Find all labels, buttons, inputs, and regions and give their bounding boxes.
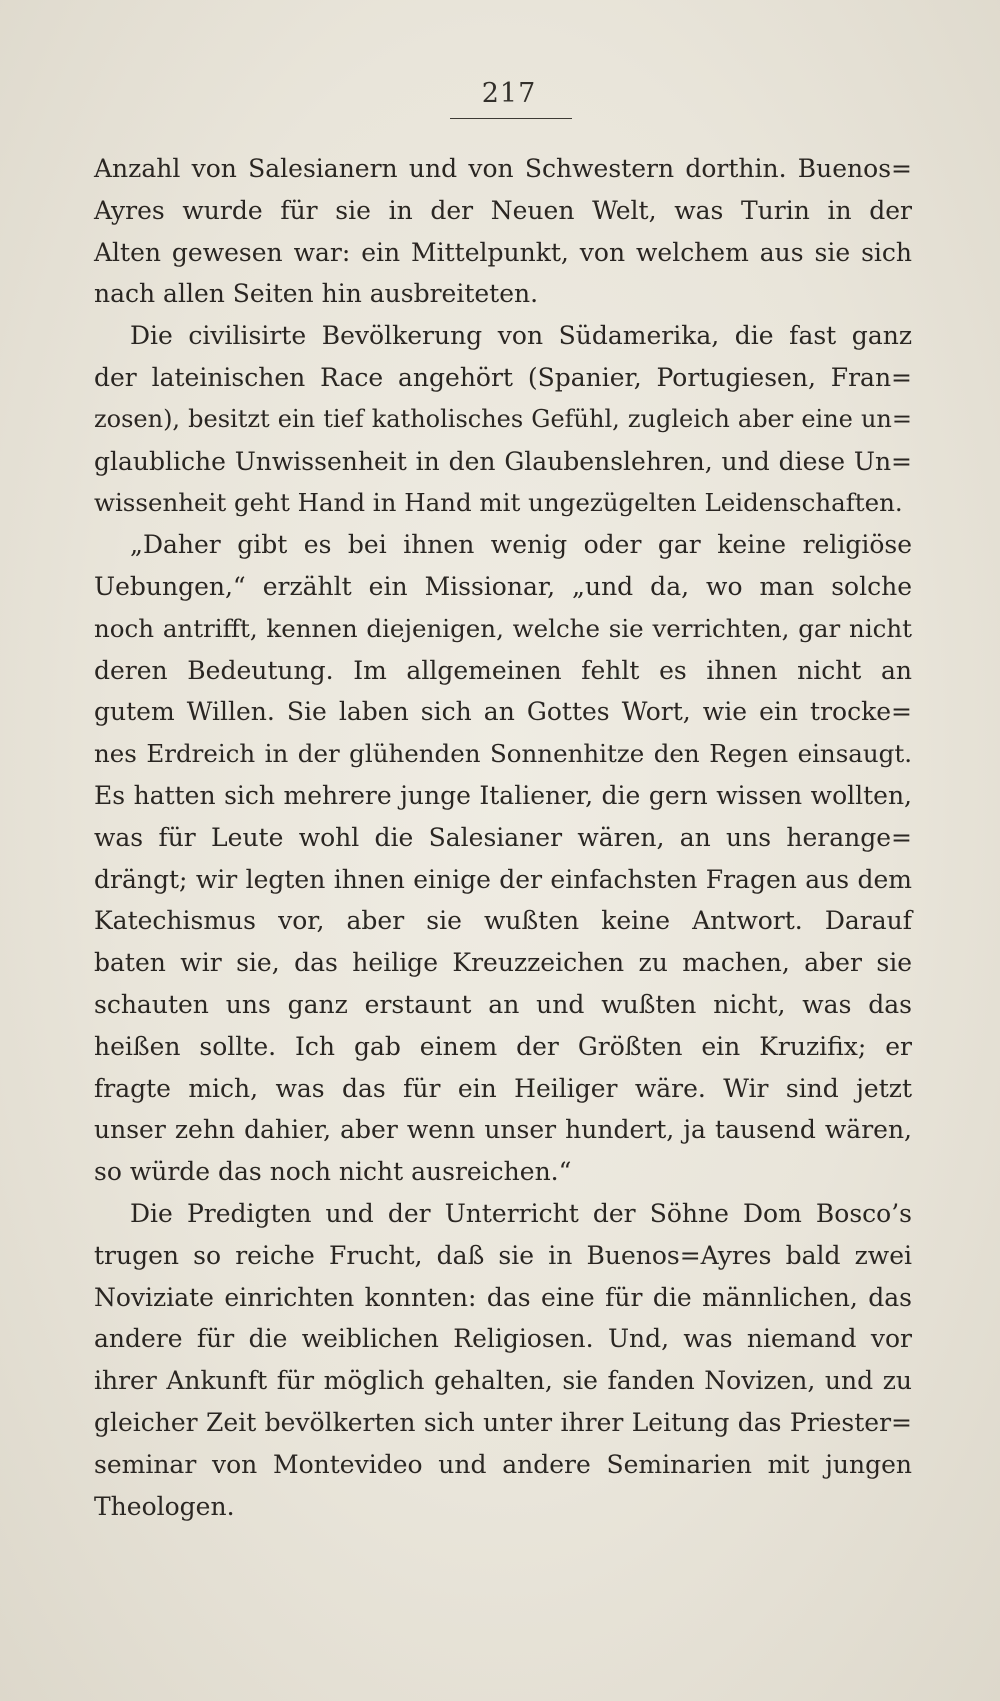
- text-line: nach allen Seiten hin ausbreiteten.: [94, 279, 539, 309]
- text-line: zosen), besitzt ein tief katholisches Gefühl, zugleich aber eine un=: [94, 404, 912, 433]
- text-line: nes Erdreich in der glühenden Sonnenhitze den Regen einsaugt.: [94, 739, 912, 769]
- text-line: andere für die weiblichen Religiosen. Und, was niemand vor: [94, 1324, 912, 1354]
- text-line: gleicher Zeit bevölkerten sich unter ihrer Leitung das Priester=: [94, 1407, 912, 1437]
- text-line: Die civilisirte Bevölkerung von Südamerika, die fast ganz: [130, 321, 912, 351]
- text-line: „Daher gibt es bei ihnen wenig oder gar keine religiöse: [130, 530, 912, 560]
- body-text: [94, 148, 912, 1527]
- text-line: trugen so reiche Frucht, daß sie in Buenos=Ayres bald zwei: [94, 1240, 912, 1270]
- page-number-rule: [450, 118, 572, 119]
- text-line: Anzahl von Salesianern und von Schwestern dorthin. Buenos=: [94, 154, 912, 183]
- text-line: Alten gewesen war: ein Mittelpunkt, von welchem aus sie sich: [94, 237, 912, 267]
- text-line: gutem Willen. Sie laben sich an Gottes Wort, wie ein trocke=: [94, 697, 912, 727]
- text-line: heißen sollte. Ich gab einem der Größten ein Kruzifix; er: [94, 1031, 912, 1061]
- text-line: Ayres wurde für sie in der Neuen Welt, was Turin in der: [94, 195, 912, 225]
- text-line: seminar von Montevideo und andere Seminarien mit jungen: [94, 1449, 912, 1479]
- text-line: baten wir sie, das heilige Kreuzzeichen zu machen, aber sie: [94, 948, 912, 978]
- paragraph-2: [94, 315, 912, 1193]
- text-line: was für Leute wohl die Salesianer wären, an uns herange=: [94, 822, 912, 852]
- text-line: der lateinischen Race angehört (Spanier, Portugiesen, Fran=: [94, 362, 912, 392]
- text-line: glaubliche Unwissenheit in den Glaubenslehren, und diese Un=: [94, 446, 912, 476]
- text-line: Noviziate einrichten konnten: das eine für die männlichen, das: [94, 1282, 912, 1312]
- text-line: drängt; wir legten ihnen einige der einfachsten Fragen aus dem: [94, 864, 912, 894]
- text-line: deren Bedeutung. Im allgemeinen fehlt es ihnen nicht an: [94, 655, 912, 685]
- text-line: unser zehn dahier, aber wenn unser hundert, ja tausend wären,: [94, 1115, 912, 1145]
- text-line: so würde das noch nicht ausreichen.“: [94, 1157, 572, 1187]
- paragraph-1: [94, 148, 912, 315]
- paragraph-3: [94, 1193, 912, 1527]
- text-line: noch antrifft, kennen diejenigen, welche sie verrichten, gar nicht: [94, 613, 912, 643]
- text-line: Theologen.: [94, 1491, 235, 1521]
- page-number: 217: [481, 78, 537, 109]
- text-line: Die Predigten und der Unterricht der Söhne Dom Bosco’s: [130, 1198, 912, 1228]
- text-line: fragte mich, was das für ein Heiliger wäre. Wir sind jetzt: [94, 1073, 912, 1103]
- text-line: Es hatten sich mehrere junge Italiener, die gern wissen wollten,: [94, 780, 912, 810]
- text-line: wissenheit geht Hand in Hand mit ungezügelten Leidenschaften.: [94, 488, 903, 518]
- text-line: schauten uns ganz erstaunt an und wußten nicht, was das: [94, 989, 912, 1019]
- text-line: ihrer Ankunft für möglich gehalten, sie fanden Novizen, und zu: [94, 1366, 912, 1396]
- text-line: Uebungen,“ erzählt ein Missionar, „und da, wo man solche: [94, 571, 912, 601]
- text-line: Katechismus vor, aber sie wußten keine Antwort. Darauf: [94, 906, 912, 936]
